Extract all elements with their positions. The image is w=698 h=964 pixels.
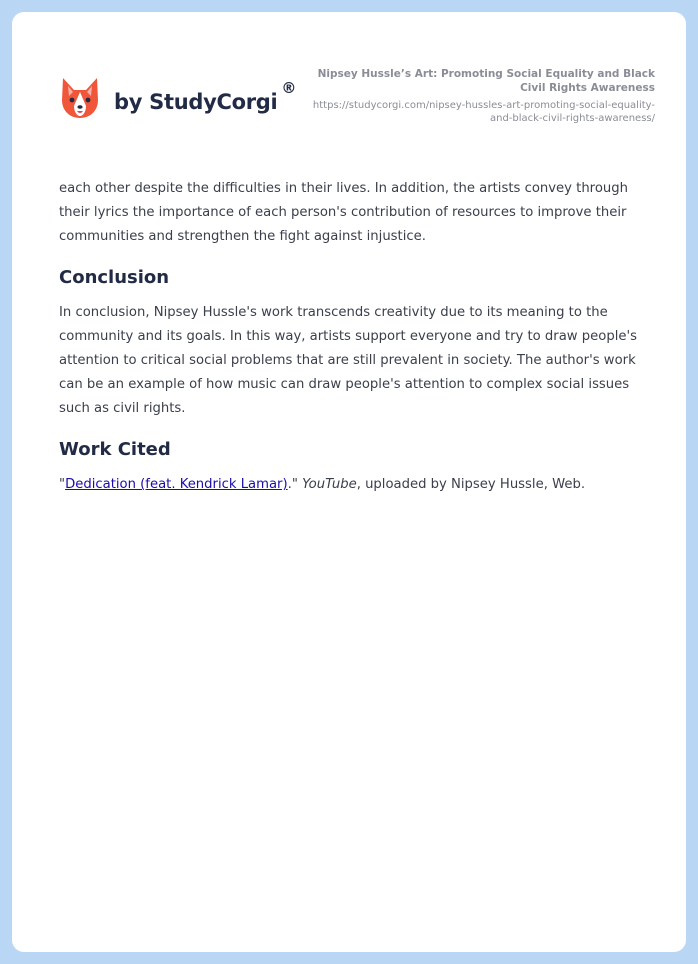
citation-close-quote: ." [287,477,303,492]
document-page [12,12,686,952]
intro-paragraph: each other despite the difficulties in their lives. In addition, the artists convey through their lyrics the importance of each person's contribution of resources to improve their communities and strengthen the fight against injustice. [59,181,628,244]
document-url[interactable]: https://studycorgi.com/nipsey-hussles-art-promoting-social-equality-and-black-civil-rights-awareness/ [312,100,655,124]
citation-link[interactable]: Dedication (feat. Kendrick Lamar) [65,477,288,492]
document-header [305,67,655,125]
conclusion-heading: Conclusion [59,267,170,288]
brand-name: by StudyCorgi [114,90,278,114]
document-body [59,177,657,497]
corgi-icon [60,76,100,120]
registered-mark: ® [281,79,297,97]
citation-rest: , uploaded by Nipsey Hussle, Web. [356,477,586,492]
document-title: Nipsey Hussle’s Art: Promoting Social Equality and Black Civil Rights Awareness [317,68,655,94]
works-cited-heading: Work Cited [59,439,171,460]
citation-entry [59,473,657,497]
conclusion-paragraph: In conclusion, Nipsey Hussle's work transcends creativity due to its meaning to the community and its goals. In this way, artists support everyone and try to draw people's attention to critical social problems that are still prevalent in society. The author's work can be an example of how music can draw people's attention to complex social issues such as civil rights. [59,305,637,416]
studycorgi-logo[interactable] [60,76,296,120]
citation-open-quote: " [59,477,66,492]
citation-source: YouTube [302,477,357,492]
